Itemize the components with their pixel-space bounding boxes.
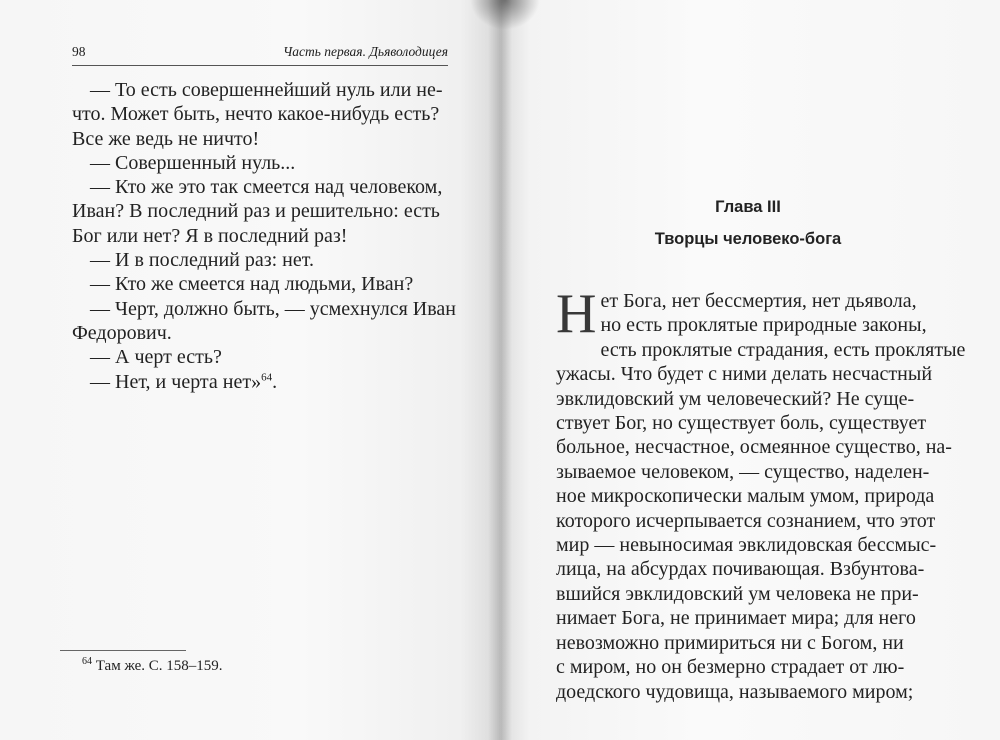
text-line-last: [72, 370, 452, 394]
page-number: 98: [72, 44, 86, 59]
text-line: Федорович.: [72, 321, 172, 344]
footnote-number: 64: [82, 656, 92, 667]
footnote-text: Там же. С. 158–159.: [95, 658, 223, 674]
book-spine-shadow: [488, 0, 512, 740]
text-line-content: — Нет, и черта нет»: [90, 370, 262, 393]
footnote-rule: [60, 650, 186, 651]
chapter-number: Глава III: [715, 198, 781, 216]
text-line: лица, на абсурдах почивающая. Взбунтова-: [556, 558, 925, 581]
text-line: есть проклятые страдания, есть проклятые: [600, 338, 966, 361]
text-line: больное, несчастное, осмеянное существо, на-: [556, 436, 952, 459]
running-head: [72, 44, 448, 64]
drop-cap: Н: [556, 283, 597, 345]
text-line: невозможно примириться ни с Богом, ни: [556, 631, 904, 654]
text-line: доедского чудовища, называемого миром;: [556, 680, 914, 703]
sentence-period: .: [272, 370, 278, 393]
footnote-reference: 64: [261, 370, 273, 383]
text-line: — Совершенный нуль...: [90, 151, 296, 174]
text-line: что. Может быть, нечто какое-нибудь есть?: [72, 103, 440, 126]
text-line: — То есть совершеннейший нуль или не-: [90, 79, 443, 101]
text-line: вшийся эвклидовский ум человека не при-: [556, 582, 919, 605]
text-line: — Кто же это так смеется над человеком,: [90, 176, 443, 199]
dialogue-text: [72, 78, 456, 394]
text-line: — А черт есть?: [90, 346, 222, 369]
text-line: ет Бога, нет бессмертия, нет дьявола,: [600, 290, 917, 312]
text-line: — Черт, должно быть, — усмехнулся Иван: [90, 297, 456, 320]
spine-top-shadow: [470, 0, 540, 30]
text-line: Иван? В последний раз и решительно: есть: [72, 200, 440, 223]
running-title: Часть первая. Дьяволодицея: [282, 44, 448, 59]
text-line: но есть проклятые природные законы,: [600, 314, 927, 337]
text-line: Все же ведь не ничто!: [72, 127, 260, 150]
text-line: — И в последний раз: нет.: [90, 249, 314, 272]
text-line: Бог или нет? Я в последний раз!: [72, 224, 348, 247]
text-line: зываемое человеком, — существо, наделен-: [556, 460, 930, 483]
text-line: ствует Бог, но существует боль, существует: [556, 412, 927, 435]
text-line: — Кто же смеется над людьми, Иван?: [90, 273, 414, 296]
chapter-title: Творцы человеко-бога: [654, 230, 842, 248]
text-line: с миром, но он безмерно страдает от лю-: [556, 656, 905, 679]
chapter-body-text: [556, 283, 966, 704]
text-line: ужасы. Что будет с ними делать несчастный: [556, 363, 933, 386]
text-line: которого исчерпывается сознанием, что этот: [556, 509, 936, 532]
header-rule: [72, 65, 448, 66]
text-line: ное микроскопически малым умом, природа: [556, 485, 935, 508]
text-line: нимает Бога, не принимает мира; для него: [556, 607, 916, 630]
text-line: мир — невыносимая эвклидовская бессмыс-: [556, 534, 937, 557]
text-line: эвклидовский ум человеческий? Не суще-: [556, 387, 915, 410]
footnote: [82, 658, 223, 675]
